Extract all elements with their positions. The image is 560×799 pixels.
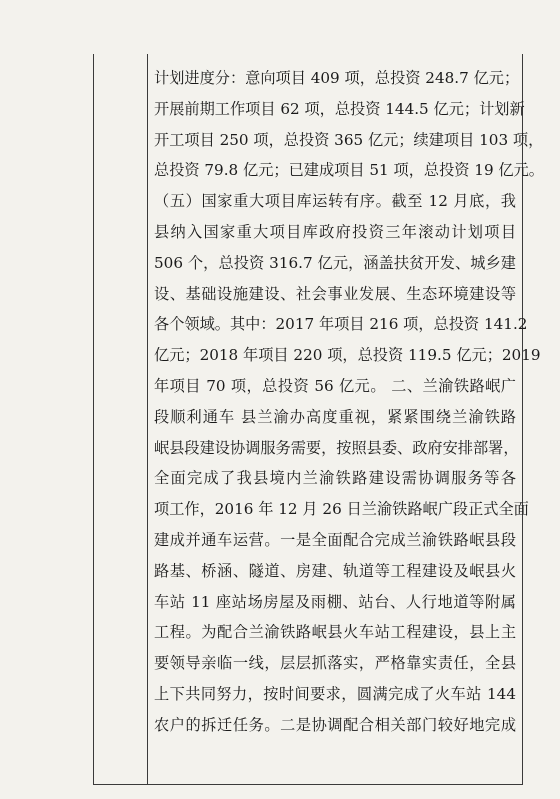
- text-line: 年项目 70 项，总投资 56 亿元。 二、兰渝铁路岷广: [154, 376, 516, 395]
- text-line: 设、基础设施建设、社会事业发展、生态环境建设等: [154, 284, 516, 303]
- text-line: 工程。为配合兰渝铁路岷县火车站工程建设，县上主: [154, 623, 516, 642]
- text-line: 项工作，2016 年 12 月 26 日兰渝铁路岷广段正式全面: [154, 500, 529, 519]
- text-line: 亿元；2018 年项目 220 项，总投资 119.5 亿元；2019: [154, 346, 541, 365]
- text-line: 车站 11 座站场房屋及雨棚、站台、人行地道等附属: [154, 592, 516, 611]
- text-line: 506 个，总投资 316.7 亿元，涵盖扶贫开发、城乡建: [154, 253, 516, 272]
- text-line: （五）国家重大项目库运转有序。截至 12 月底，我: [154, 192, 516, 211]
- text-line: 要领导亲临一线，层层抓落实，严格靠实责任，全县: [154, 654, 516, 673]
- text-line: 全面完成了我县境内兰渝铁路建设需协调服务等各: [154, 469, 516, 488]
- text-line: 农户的拆迁任务。二是协调配合相关部门较好地完成: [154, 715, 516, 734]
- text-line: 开展前期工作项目 62 项，总投资 144.5 亿元；计划新: [154, 99, 525, 118]
- text-line: 岷县段建设协调服务需要，按照县委、政府安排部署，: [154, 438, 519, 457]
- text-line: 县纳入国家重大项目库政府投资三年滚动计划项目: [154, 222, 516, 241]
- text-line: 总投资 79.8 亿元；已建成项目 51 项，总投资 19 亿元。: [154, 161, 544, 180]
- text-line: 段顺利通车 县兰渝办高度重视，紧紧围绕兰渝铁路: [154, 407, 516, 426]
- text-line: 计划进度分：意向项目 409 项，总投资 248.7 亿元；: [154, 69, 520, 87]
- text-line: 开工项目 250 项，总投资 365 亿元；续建项目 103 项，: [154, 130, 544, 149]
- text-line: 各个领域。其中：2017 年项目 216 项，总投资 141.2: [154, 315, 528, 334]
- text-line: 路基、桥涵、隧道、房建、轨道等工程建设及岷县火: [154, 561, 516, 580]
- content-cell: [154, 63, 544, 741]
- column-divider: [147, 54, 148, 785]
- text-line: 上下共同努力，按时间要求，圆满完成了火车站 144: [154, 684, 516, 703]
- text-line: 建成并通车运营。一是全面配合完成兰渝铁路岷县段: [154, 530, 516, 549]
